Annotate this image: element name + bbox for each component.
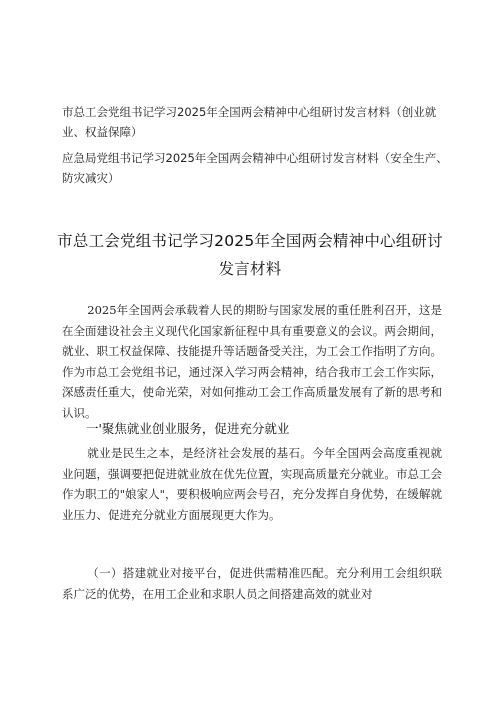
article-title-line-1: 市总工会党组书记学习2025年全国两会精神中心组研讨 <box>57 232 443 250</box>
paragraph-intro <box>62 300 442 424</box>
paragraph-platform-text: （一）搭建就业对接平台，促进供需精准匹配。充分利用工会组织联系广泛的优势，在用工企业和求职人员之间搭建高效的就业对 <box>62 566 442 601</box>
paragraph-platform <box>62 563 442 604</box>
section-heading-1: 一'聚焦就业创业服务，促进充分就业 <box>86 421 290 436</box>
paragraph-employment-text: 就业是民生之本，是经济社会发展的基石。今年全国两会高度重视就业问题，强调要把促进就业放在优先位置，实现高质量充分就业。市总工会作为职工的"娘家人"，要积极响应两会号召，充分发挥自身优势，在缓解就业压力、促进充分就业方面展现更大作为。 <box>62 446 442 522</box>
toc-item-1[interactable]: 市总工会党组书记学习2025年全国两会精神中心组研讨发言材料（创业就业、权益保障） <box>62 105 437 139</box>
paragraph-intro-text: 2025年全国两会承载着人民的期盼与国家发展的重任胜利召开，这是在全面建设社会主义现代化国家新征程中具有重要意义的会议。两会期间，就业、职工权益保障、技能提升等话题备受关注，为工会工作指明了方向。作为市总工会党组书记，通过深入学习两会精神，结合我市工会工作实际，深感责任重大，使命光荣，对如何推动工会工作高质量发展有了新的思考和认识。 <box>62 303 442 420</box>
paragraph-employment <box>62 443 442 525</box>
toc-item-2[interactable]: 应急局党组书记学习2025年全国两会精神中心组研讨发言材料（安全生产、防灾减灾） <box>62 151 448 185</box>
article-title-line-2: 发言材料 <box>218 260 282 278</box>
